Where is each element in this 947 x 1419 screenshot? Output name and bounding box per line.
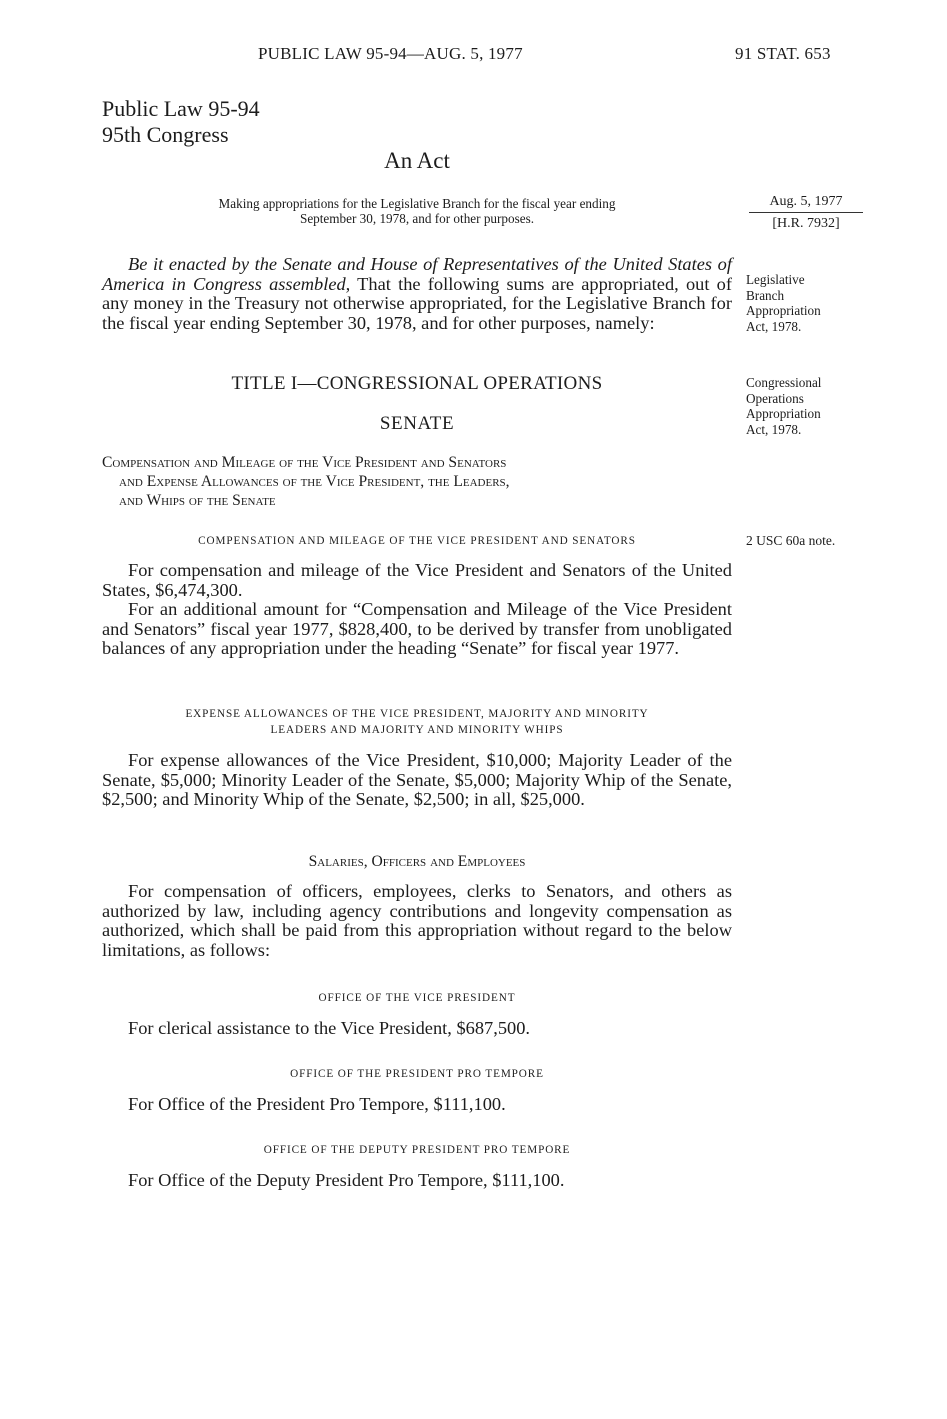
heading-line-1: Compensation and Mileage of the Vice President and Senators [102, 454, 507, 471]
sidenote-line: Congressional [746, 375, 822, 390]
compensation-paragraph: For compensation and mileage of the Vice President and Senators of the United States, $6,474,300. [102, 560, 732, 600]
heading-line-3: and Whips of the Senate [119, 492, 276, 509]
sidenote-line: Branch [746, 287, 785, 303]
enacting-clause-text: That the following sums are appropriated, out of any money in the Treasury not otherwise appropriated, for the Legislative Branch for the fiscal year ending September 30, 1978, and for other purposes, namely: [102, 273, 732, 333]
additional-compensation-paragraph: For an additional amount for “Compensation and Mileage of the Vice President and Senators” fiscal year 1977, $828,400, to be derived by transfer from unobligated balances of any appropriation under the heading “Senate” for fiscal year 1977. [102, 599, 732, 659]
sidenote-act-name [746, 272, 821, 334]
enacting-clause-italic: Be it enacted by the Senate and House of Representatives of the United States of America in Congress assembled, [102, 254, 732, 294]
expense-allowances-subheading [102, 706, 732, 738]
deputy-president-pro-tempore-heading: OFFICE OF THE DEPUTY PRESIDENT PRO TEMPORE [263, 1144, 571, 1156]
sidenote-line: Legislative [746, 272, 805, 287]
sidenote-title-name [746, 375, 821, 437]
an-act-heading: An Act [384, 148, 450, 173]
sidenote-line: Act, 1978. [746, 318, 802, 334]
compensation-subheading: COMPENSATION AND MILEAGE OF THE VICE PRESIDENT AND SENATORS [198, 535, 636, 547]
subheading-line-1: EXPENSE ALLOWANCES OF THE VICE PRESIDENT, MAJORITY AND MINORITY [185, 708, 649, 720]
enacting-clause [102, 255, 732, 333]
salaries-paragraph: For compensation of officers, employees, clerks to Senators, and others as authorized by law, including agency contributions and longevity compensation as authorized, which shall be paid from this appropriation without regard to the below limitations, as follows: [102, 881, 732, 960]
act-purpose [102, 196, 732, 226]
senate-compensation-heading [102, 453, 737, 510]
sidenote-line: Operations [746, 390, 804, 406]
senate-heading: SENATE [379, 413, 455, 434]
sidenote-line: Act, 1978. [746, 421, 802, 437]
heading-line-2: and Expense Allowances of the Vice President, the Leaders, [119, 473, 510, 490]
act-date-block [749, 194, 863, 232]
purpose-line-2: September 30, 1978, and for other purposes. [299, 211, 535, 226]
sidenote-line: Appropriation [746, 406, 821, 421]
bill-number: [H.R. 7932] [772, 216, 840, 231]
act-date: Aug. 5, 1977 [749, 194, 863, 213]
president-pro-tempore-paragraph: For Office of the President Pro Tempore, $111,100. [128, 1094, 506, 1114]
sidenote-usc: 2 USC 60a note. [746, 533, 836, 548]
vice-president-office-paragraph: For clerical assistance to the Vice President, $687,500. [128, 1018, 531, 1038]
purpose-line-1: Making appropriations for the Legislative Branch for the fiscal year ending [218, 196, 616, 211]
running-header-title: PUBLIC LAW 95-94—AUG. 5, 1977 [258, 44, 523, 63]
subheading-line-2: LEADERS AND MAJORITY AND MINORITY WHIPS [270, 724, 564, 736]
salaries-heading: Salaries, Officers and Employees [308, 853, 526, 870]
title-heading: TITLE I—CONGRESSIONAL OPERATIONS [231, 373, 603, 394]
public-law-number: Public Law 95-94 [102, 96, 260, 121]
president-pro-tempore-heading: OFFICE OF THE PRESIDENT PRO TEMPORE [290, 1068, 544, 1080]
expense-allowances-paragraph: For expense allowances of the Vice President, $10,000; Majority Leader of the Senate, $5,000; Minority Leader of the Senate, $5,000; Majority Whip of the Senate, $2,500; and Minority Whip of the Senate, $2,500; in all, $25,000. [102, 750, 732, 810]
vice-president-office-heading: OFFICE OF THE VICE PRESIDENT [318, 992, 516, 1004]
deputy-president-pro-tempore-paragraph: For Office of the Deputy President Pro Tempore, $111,100. [128, 1170, 565, 1190]
sidenote-line: Appropriation [746, 303, 821, 318]
stat-page-number: 91 STAT. 653 [735, 44, 831, 63]
congress-number: 95th Congress [102, 122, 229, 147]
